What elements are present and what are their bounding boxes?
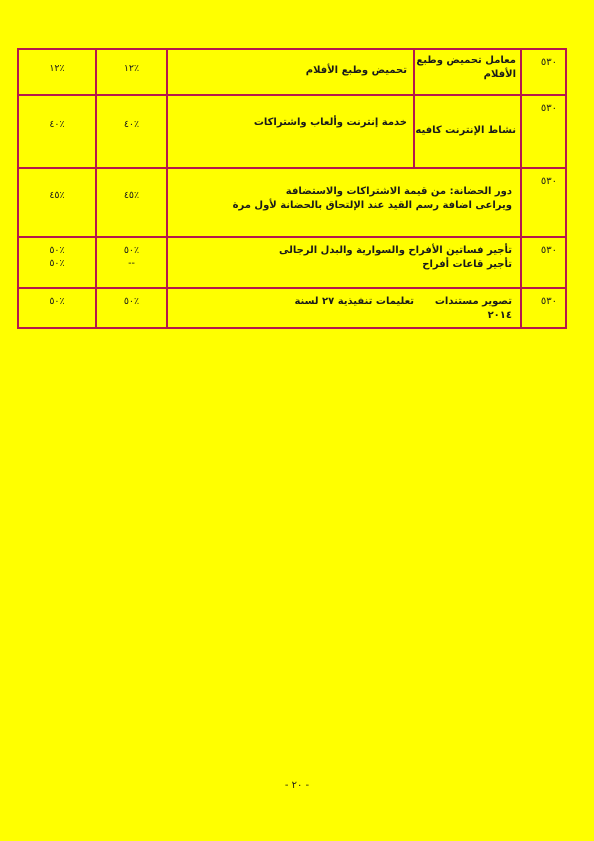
- activity-cell: [414, 95, 521, 168]
- rate-column-a: [96, 95, 167, 168]
- activity-code: ٥٣٠: [540, 57, 557, 68]
- description-line: تصوير مستندات تعليمات تنفيذية ٢٧ لسنة: [294, 296, 512, 307]
- activity-code: ٥٣٠: [540, 103, 557, 114]
- code-cell: [521, 288, 566, 328]
- description-line: تأجير قاعات أفراح: [422, 259, 512, 270]
- activity-code: ٥٣٠: [540, 296, 557, 307]
- description-cell: [167, 288, 521, 328]
- rate-column-a: [96, 49, 167, 95]
- rate-column-a: [96, 288, 167, 328]
- rate-value: ١٢٪: [123, 63, 140, 74]
- tax-rates-table: [17, 48, 567, 329]
- page-number: - ٢٠ -: [284, 780, 310, 791]
- rate-value: ١٢٪: [49, 63, 65, 74]
- description-line: دور الحضانة: من قيمة الاشتراكات والاستضافة: [285, 186, 512, 197]
- rate-value: ٤٠٪: [49, 119, 65, 130]
- activity-cell: [414, 49, 521, 95]
- code-cell: [521, 49, 566, 95]
- description-line: ٢٠١٤: [487, 310, 512, 321]
- rate-column-b: [18, 95, 96, 168]
- rate-column-b: [18, 168, 96, 237]
- code-cell: [521, 168, 566, 237]
- rate-column-b: [18, 49, 96, 95]
- rate-value: ٥٠٪: [49, 258, 65, 269]
- activity-code: ٥٣٠: [540, 245, 557, 256]
- rate-column-a: [96, 237, 167, 288]
- rate-column-b: [18, 237, 96, 288]
- table-row: [18, 49, 566, 95]
- description-cell: [167, 95, 414, 168]
- rate-value: ٥٠٪: [123, 296, 140, 307]
- rate-column-b: [18, 288, 96, 328]
- rate-value: ٤٥٪: [49, 190, 65, 201]
- description-cell: [167, 237, 521, 288]
- rate-value: ٥٠٪: [123, 245, 140, 256]
- rate-column-a: [96, 168, 167, 237]
- table-row: [18, 168, 566, 237]
- table-row: [18, 237, 566, 288]
- rate-value: ٥٠٪: [49, 245, 65, 256]
- rate-value: --: [128, 258, 135, 269]
- rate-value: ٤٠٪: [123, 119, 140, 130]
- code-cell: [521, 95, 566, 168]
- description-cell: [167, 168, 521, 237]
- activity-text: نشاط الإنترنت كافيه: [415, 125, 516, 136]
- rate-value: ٥٠٪: [49, 296, 65, 307]
- table-row: [18, 95, 566, 168]
- description-cell: [167, 49, 414, 95]
- activity-text: معامل تحميض وطبع الأفلام: [416, 55, 516, 80]
- activity-code: ٥٣٠: [540, 176, 557, 187]
- code-cell: [521, 237, 566, 288]
- description-line: ويراعى اضافة رسم القيد عند الإلتحاق بالحضانة لأول مرة: [232, 200, 512, 211]
- description-line: تأجير فساتين الأفراح والسوارية والبدل الرجالى: [278, 245, 512, 256]
- description-text: خدمة إنترنت وألعاب واشتراكات: [253, 117, 407, 128]
- description-text: تحميض وطبع الأفلام: [305, 65, 407, 76]
- rate-value: ٤٥٪: [123, 190, 140, 201]
- table-row: [18, 288, 566, 328]
